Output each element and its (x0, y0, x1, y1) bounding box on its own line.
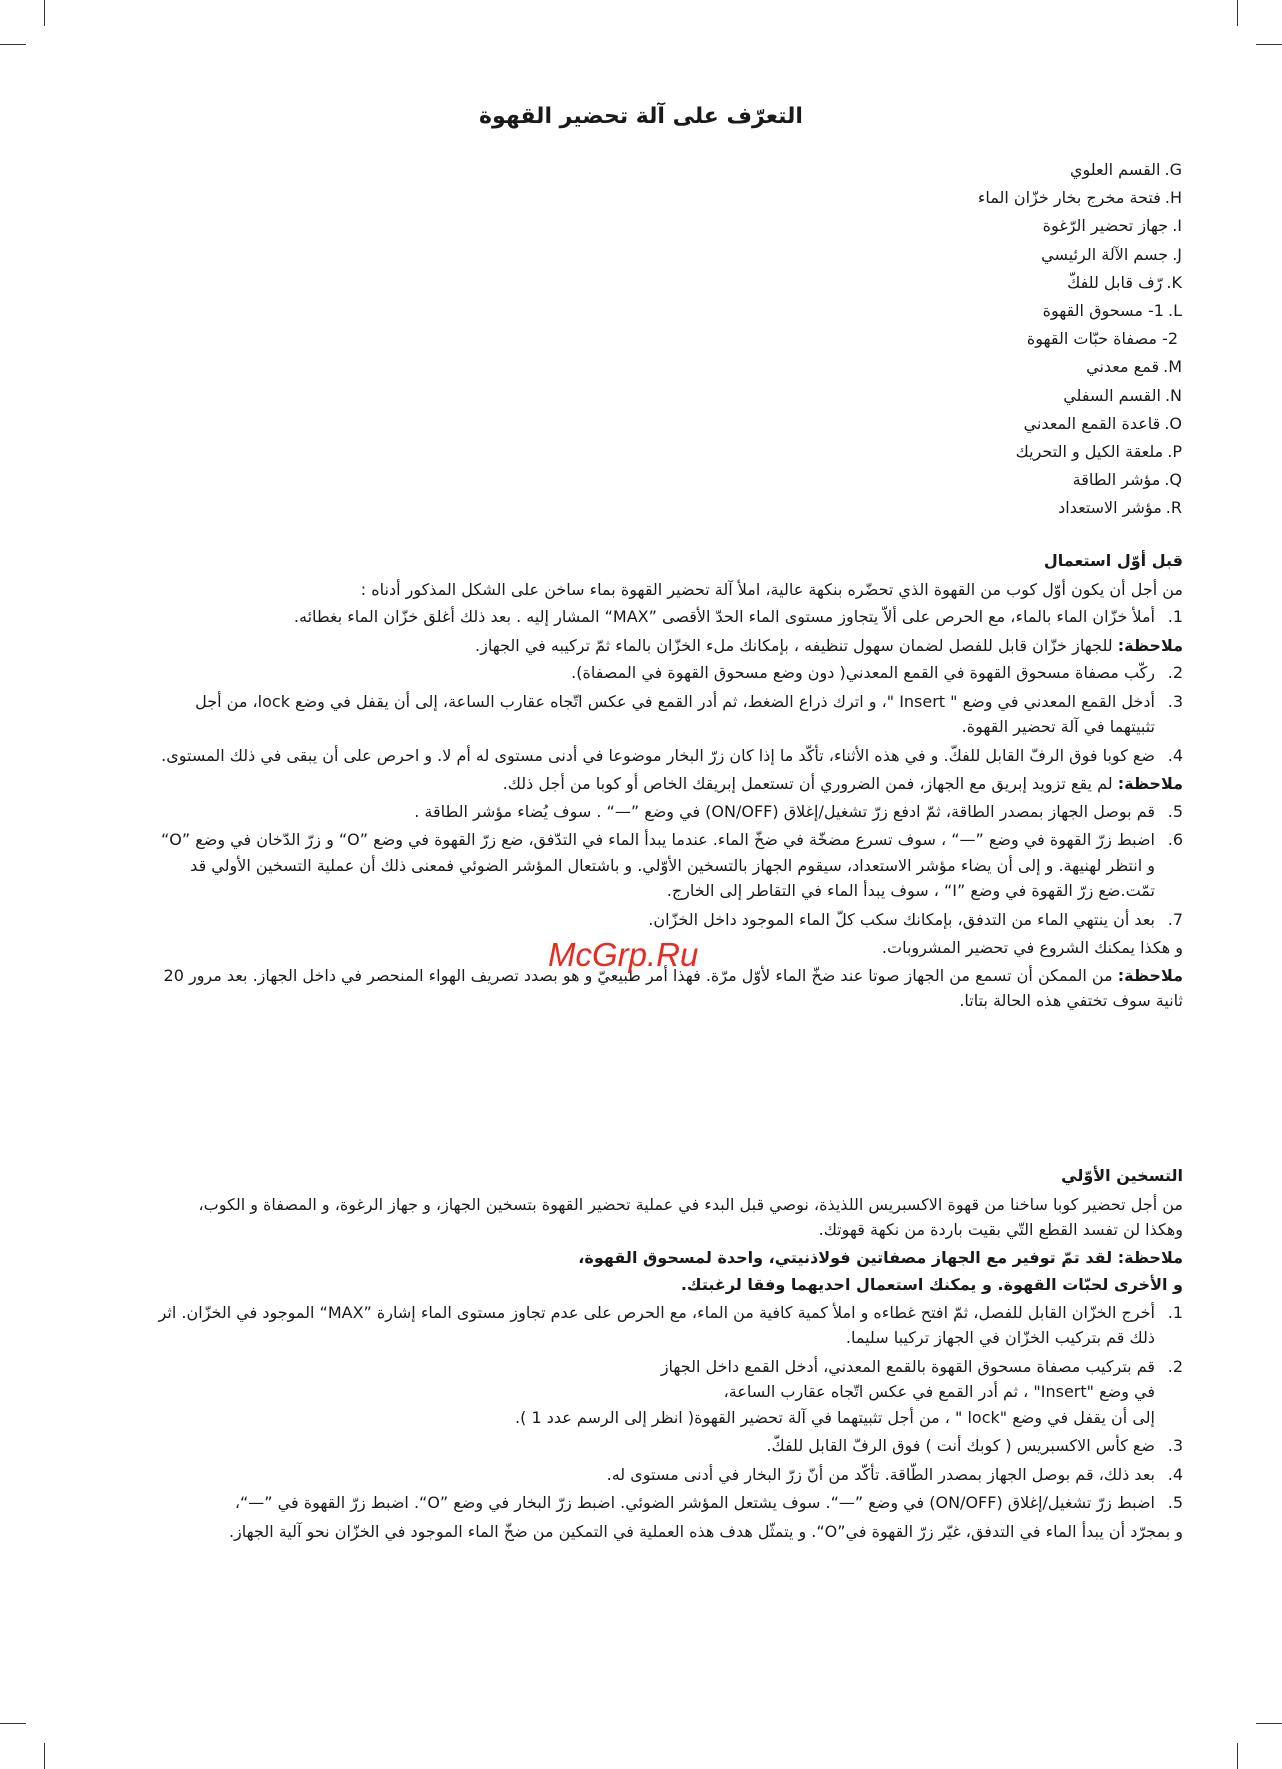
part-letter: O. (1164, 413, 1182, 433)
step-number: 5. (1167, 801, 1183, 821)
note-line: ملاحظة: لقد تمّ توفير مع الجهاز مصفاتين فولاذنيتي، واحدة لمسحوق القهوة، (578, 1247, 1183, 1267)
part-letter: J. (1172, 244, 1182, 264)
step-text: بعد أن ينتهي الماء من التدفق، بإمكانك سكب كلّ الماء الموجود داخل الخزّان. (648, 909, 1155, 929)
step-text: ضع كأس الاكسبريس ( كوبك أنت ) فوق الرفّ القابل للفكّ. (766, 1436, 1155, 1455)
list-item (482, 382, 1182, 410)
step-text: قم بوصل الجهاز بمصدر الطاقة، ثمّ ادفع زرّ تشغيل/إغلاق (ON/OFF) في وضع ”—“ . سوف يُضاء مؤشر الطاقة . (414, 801, 1155, 821)
list-item (482, 494, 1182, 522)
part-letter: M. (1163, 357, 1182, 377)
step-number: 2. (1167, 663, 1183, 682)
step-item (158, 827, 1183, 904)
list-item (482, 184, 1182, 212)
section-heading: التسخين الأوّلي (1061, 1166, 1183, 1185)
paragraph: من أجل تحضير كوبا ساخنا من قهوة الاكسبريس اللذيذة، نوصي قبل البدء في عملية تحضير القهوة بتسخين الجهاز، و جهاز الرغوة، و المصفاة و الكوب، وهكذا لن تفسد القطع التّي بقيت باردة من نكهة قهوتك. (198, 1194, 1183, 1239)
part-letter: P. (1167, 441, 1182, 461)
part-label: ملعقة الكيل و التحريك (1015, 441, 1164, 461)
watermark: McGrp.Ru (548, 936, 699, 973)
step-item (158, 799, 1183, 825)
note-label: ملاحظة: (1117, 635, 1183, 655)
step-item (158, 660, 1183, 686)
paragraph: و هكذا يمكنك الشروع في تحضير المشروبات. (881, 938, 1183, 957)
crop-mark (0, 1723, 26, 1724)
crop-mark (44, 0, 45, 26)
step-item (158, 1300, 1183, 1351)
step-text: ضع كوبا فوق الرفّ القابل للفكّ. و في هذه الأثناء، تأكّد ما إذا كان زرّ البخار موضوعا في أدنى مستوى له أم لا. و احرص على أن يبقى في ذلك المستوى. (161, 745, 1155, 765)
step-text: ركّب مصفاة مسحوق القهوة في القمع المعدني( دون وضع مسحوق القهوة في المصفاة). (571, 663, 1155, 682)
step-item (158, 604, 1183, 630)
step-text: اضبط زرّ القهوة في وضع ”—“ ، سوف تسرع مضخّة في ضخّ الماء. عندما يبدأ الماء في التدّفق، ضع زرّ القهوة في وضع ”O“ و زرّ الدّخان في وضع ”O“ و انتظر لهنيهة. و إلى أن يضاء مؤشر الاستعداد، سيقوم الجهاز بالتسخين الأوّلي. و باشتعال المؤشر الضوئي فمعنى ذلك أن عملية التسخين الأولي قد تمّت.ضع زرّ القهوة في وضع ”I“ ، سوف يبدأ الماء في التقاطر إلى الخارج. (160, 830, 1155, 900)
part-letter: R. (1165, 498, 1182, 518)
list-item (482, 156, 1182, 184)
crop-mark (1256, 1723, 1282, 1724)
part-label: القسم السفلي (1063, 385, 1161, 405)
note-label: ملاحظة: (1117, 965, 1183, 985)
note-text: لم يقع تزويد إبريق مع الجهاز، فمن الضروري أن تستعمل إبريقك الخاص أو كوبا من أجل ذلك. (502, 774, 1113, 793)
step-item (158, 1462, 1183, 1488)
part-label: قاعدة القمع المعدني (1023, 413, 1161, 433)
crop-mark (44, 1743, 45, 1769)
list-item (482, 466, 1182, 494)
step-item (158, 1354, 1183, 1431)
note-text: للجهاز خزّان قابل للفصل لضمان سهول تنظيفه ، بإمكانك ملء الخزّان بالماء ثمّ تركيبه في الجهاز. (475, 635, 1113, 655)
list-item (482, 438, 1182, 466)
part-letter: G. (1164, 160, 1182, 179)
step-number: 7. (1167, 909, 1183, 929)
step-text: أخرج الخزّان القابل للفصل، ثمّ افتح غطاءه و املأ كمية كافية من الماء، مع الحرص على عدم تجاوز مستوى الماء إشارة ”MAX“ الموجود في الخزّان. اثر ذلك قم بتركيب الخزّان في الجهاز تركيبا سليما. (158, 1302, 1155, 1347)
part-label: 2- مصفاة حبّات القهوة (1026, 329, 1178, 349)
part-label: 1- مسحوق القهوة (1042, 300, 1164, 320)
list-item (482, 297, 1182, 325)
list-item (482, 410, 1182, 438)
note (158, 771, 1183, 797)
list-item (482, 241, 1182, 269)
page-title: التعرّف على آلة تحضير القهوة (479, 104, 803, 129)
step-text: قم بتركيب مصفاة مسحوق القهوة بالقمع المعدني، أدخل القمع داخل الجهاز (660, 1356, 1155, 1376)
step-text: بعد ذلك، قم بوصل الجهاز بمصدر الطّاقة. تأكّد من أنّ زرّ البخار في أدنى مستوى له. (606, 1464, 1155, 1484)
list-item (482, 212, 1182, 240)
crop-mark (0, 44, 26, 45)
step-number: 1. (1167, 1302, 1183, 1322)
part-label: جهاز تحضير الرّغوة (1042, 216, 1169, 236)
note-label: ملاحظة: (1117, 774, 1183, 793)
step-item (158, 1490, 1183, 1516)
paragraph: و بمجرّد أن يبدأ الماء في التدفق، غيّر زرّ القهوة في”O“. و يتمثّل هدف هذه العملية في التمكين من ضخّ الماء الموجود في الخزّان نحو آلية الجهاز. (228, 1521, 1183, 1541)
part-label: قمع معدني (1086, 357, 1160, 377)
part-label: فتحة مخرج بخار خزّان الماء (977, 188, 1161, 208)
note-line: و الأخرى لحبّات القهوة. و يمكنك استعمال احديهما وفقا لرغبتك. (680, 1275, 1183, 1294)
note-text: من الممكن أن تسمع من الجهاز صوتا عند ضخّ الماء لأوّل مرّة. فهذا أمر طبيعيّ و هو بصدد تصريف الهواء المنحصر في داخل الجهاز. بعد مرور 20 ثانية سوف تختفي هذه الحالة بتاتا. (163, 965, 1183, 1010)
step-item (158, 907, 1183, 933)
part-label: مؤشر الطاقة (1072, 470, 1161, 490)
step-number: 2. (1167, 1356, 1183, 1376)
step-text: أملأ خزّان الماء بالماء، مع الحرص على ألاّ يتجاوز مستوى الماء الحدّ الأقصى ”MAX“ المشار إليه . بعد ذلك أغلق خزّان الماء بغطائه. (293, 607, 1155, 626)
step-text: اضبط زرّ تشغيل/إغلاق (ON/OFF) في وضع ”—“. سوف يشتعل المؤشر الضوئي. اضبط زرّ البخار في وضع ”O“. اضبط زرّ القهوة في ”—“، (234, 1493, 1155, 1512)
step-number: 4. (1167, 1464, 1183, 1484)
part-letter: N. (1164, 385, 1182, 405)
parts-list (482, 156, 1182, 522)
part-label: رّف قابل للفكّ (1067, 272, 1163, 292)
list-item (482, 325, 1182, 353)
step-number: 1. (1167, 607, 1183, 626)
step-number: 6. (1167, 830, 1183, 849)
part-label: جسم الآلة الرئيسي (1041, 244, 1169, 264)
list-item (482, 269, 1182, 297)
step-text: أدخل القمع المعدني في وضع " Insert "، و اترك ذراع الضغط، ثم أدر القمع في عكس اتّجاه عقارب الساعة، إلى أن يقفل في وضع lock، من أجل تثبيتهما في آلة تحضير القهوة. (195, 691, 1155, 736)
step-item (158, 1433, 1183, 1459)
part-letter: H. (1164, 188, 1182, 208)
preheat-section (158, 1163, 1183, 1546)
part-label: مؤشر الاستعداد (1058, 498, 1162, 518)
part-letter: K. (1166, 272, 1182, 292)
note (158, 633, 1183, 659)
step-number: 4. (1167, 745, 1183, 765)
step-text: في وضع "Insert" ، ثم أدر القمع في عكس اتّجاه عقارب الساعة، (723, 1382, 1155, 1401)
step-number: 5. (1167, 1493, 1183, 1512)
crop-mark (1237, 1743, 1238, 1769)
list-item (482, 353, 1182, 381)
part-label: القسم العلوي (1069, 160, 1161, 179)
part-letter: Q. (1164, 470, 1182, 490)
step-number: 3. (1167, 691, 1183, 711)
part-letter: I. (1172, 216, 1182, 236)
crop-mark (1237, 0, 1238, 26)
step-text: إلى أن يقفل في وضع "lock " ، من أجل تثبيتهما في آلة تحضير القهوة( انظر إلى الرسم عدد 1 ). (515, 1407, 1155, 1427)
part-letter: L. (1167, 300, 1182, 320)
crop-mark (1256, 44, 1282, 45)
section-heading: قبل أوّل استعمال (1043, 551, 1183, 570)
paragraph: من أجل أن يكون أوّل كوب من القهوة الذي تحضّره بنكهة عالية، املأ آلة تحضير القهوة بماء ساخن على الشكل المذكور أدناه : (360, 579, 1183, 599)
step-item (158, 743, 1183, 769)
step-item (158, 689, 1183, 740)
step-number: 3. (1167, 1436, 1183, 1455)
